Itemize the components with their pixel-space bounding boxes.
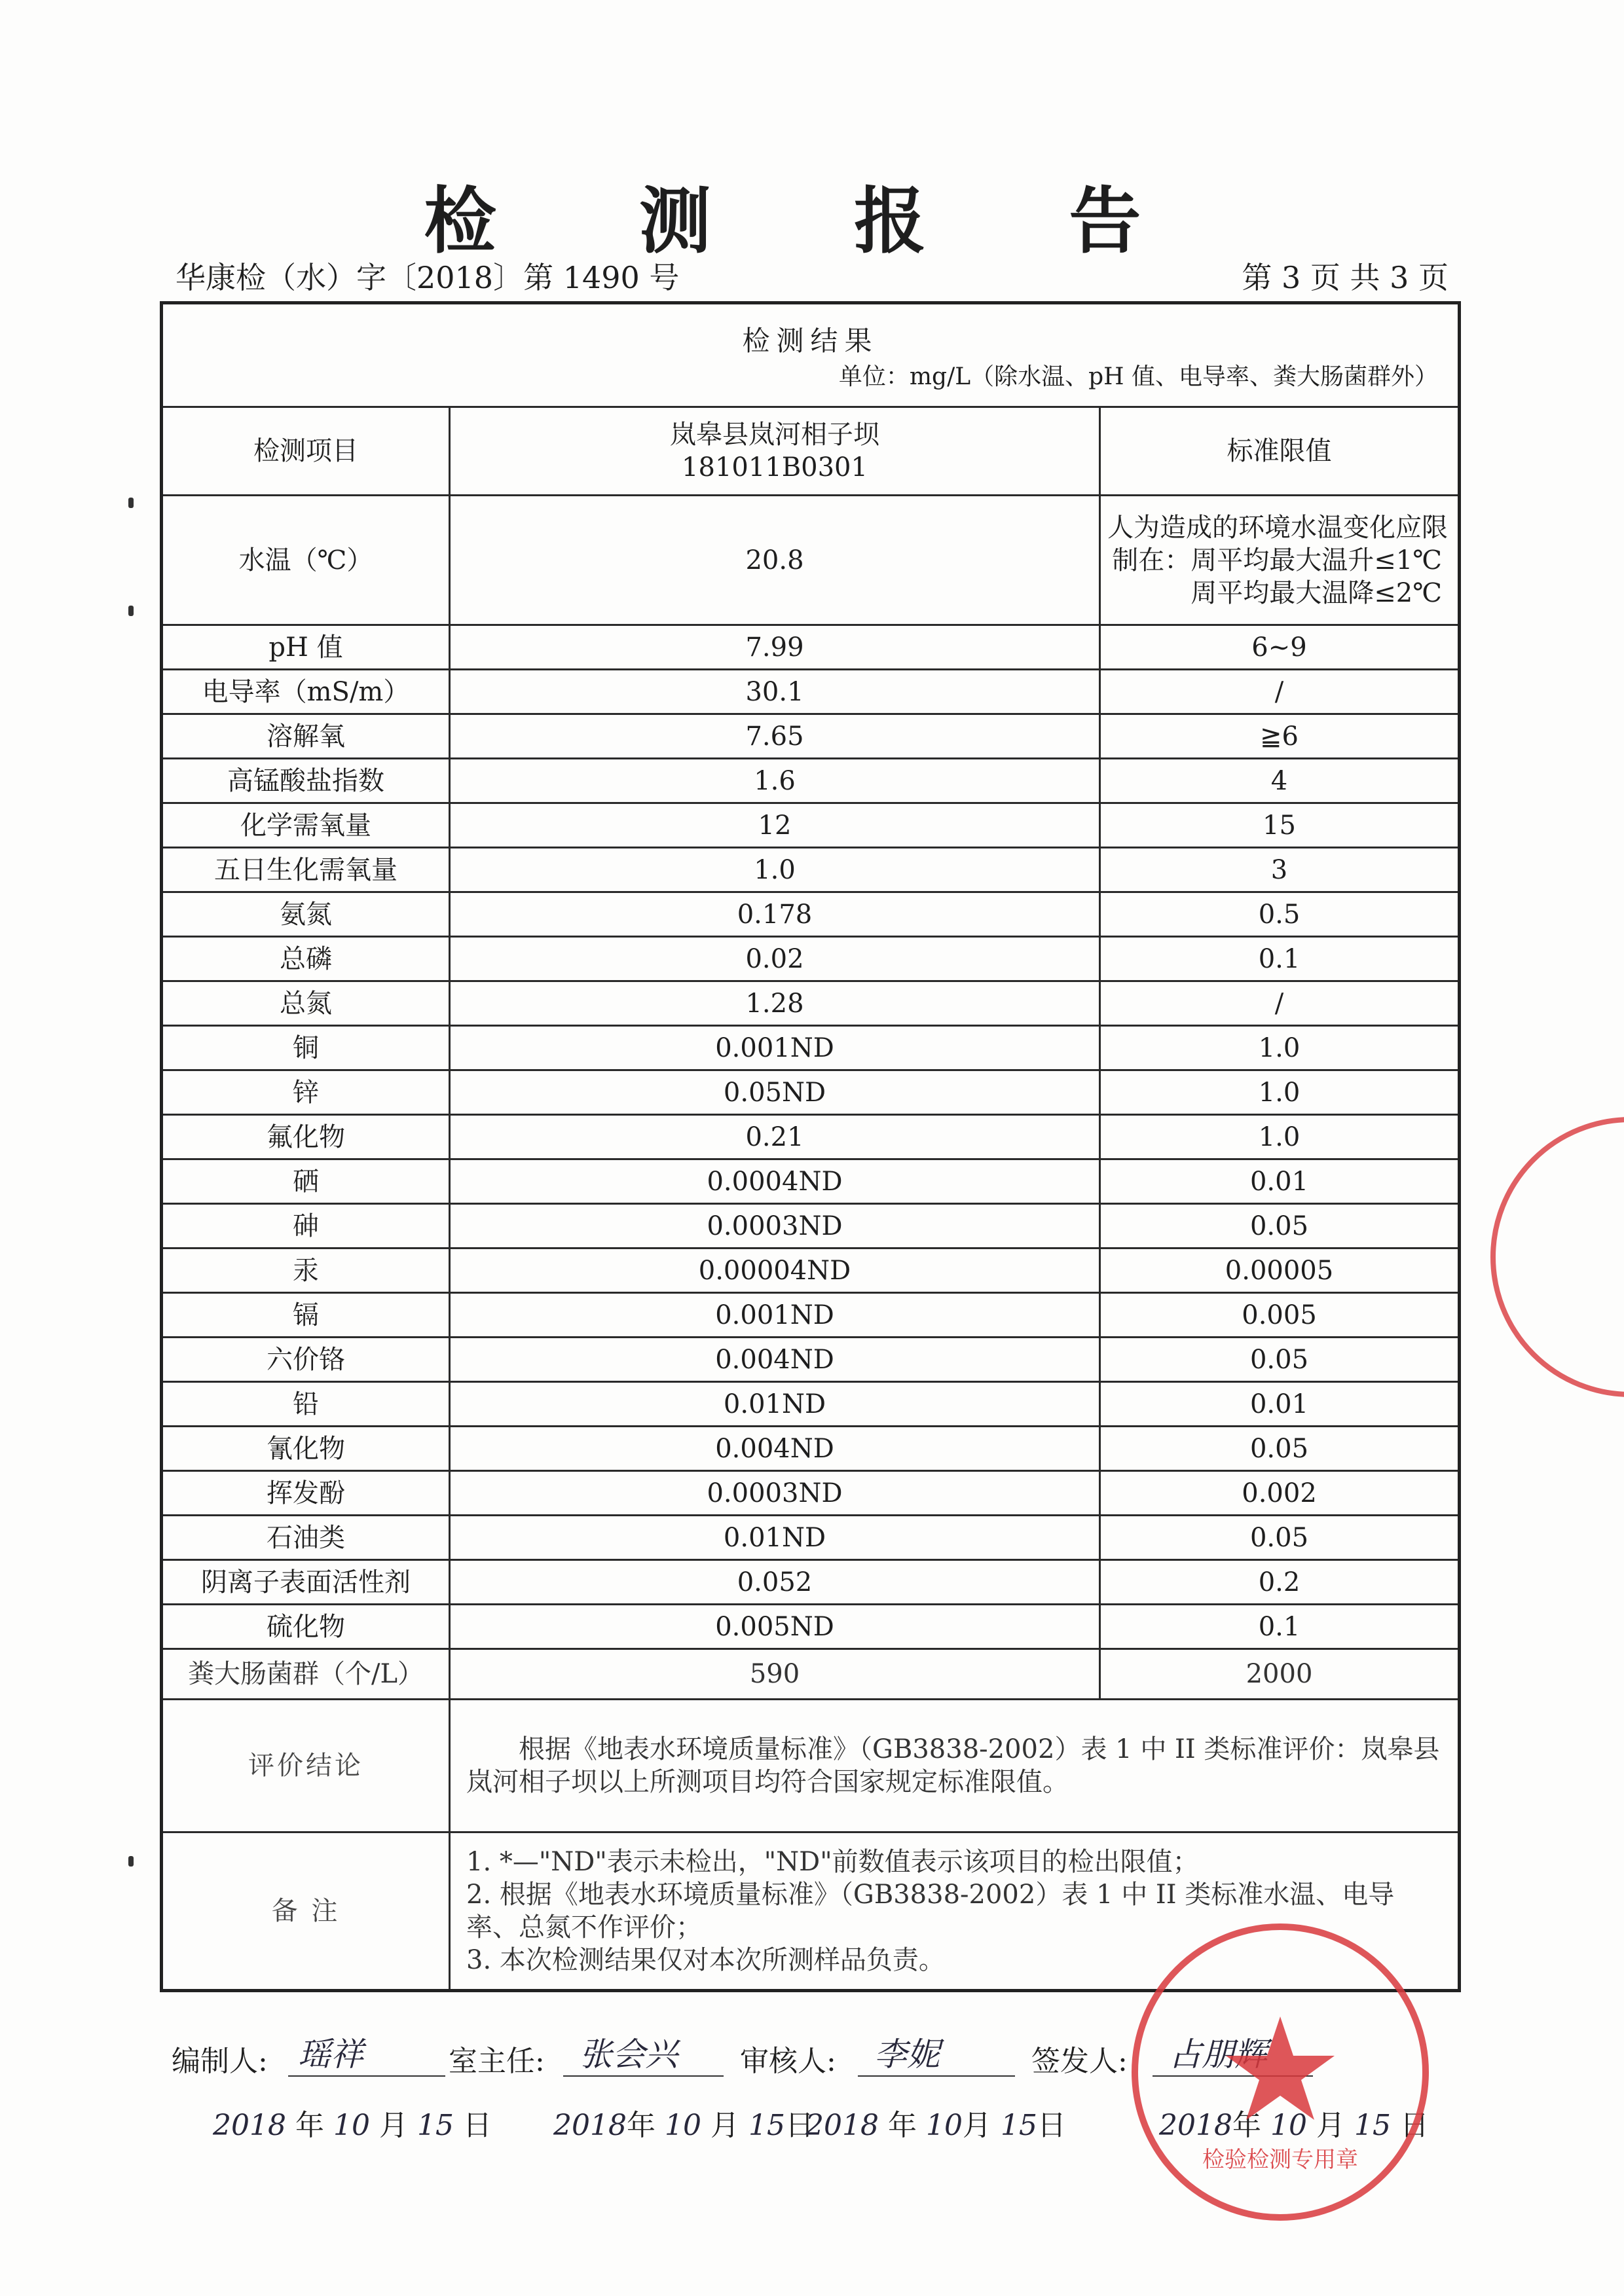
value-cell: 0.05ND bbox=[450, 1070, 1100, 1115]
item-cell: 硒 bbox=[162, 1159, 450, 1204]
item-cell: 挥发酚 bbox=[162, 1471, 450, 1516]
table-row bbox=[162, 1382, 1460, 1427]
table-row bbox=[162, 714, 1460, 759]
value-cell: 1.28 bbox=[450, 981, 1100, 1026]
table-row bbox=[162, 759, 1460, 803]
date-reviewer bbox=[805, 2102, 1066, 2143]
standard-cell: 0.1 bbox=[1100, 1605, 1460, 1649]
table-row bbox=[162, 1605, 1460, 1649]
value-cell: 1.6 bbox=[450, 759, 1100, 803]
standard-cell: 0.005 bbox=[1100, 1293, 1460, 1338]
item-cell: 铜 bbox=[162, 1026, 450, 1070]
date-day-unit: 日 bbox=[1399, 2109, 1429, 2142]
table-row bbox=[162, 1427, 1460, 1471]
table-row bbox=[162, 1159, 1460, 1204]
value-cell: 590 bbox=[450, 1649, 1100, 1700]
standard-cell: 1.0 bbox=[1100, 1115, 1460, 1159]
standard-cell: 4 bbox=[1100, 759, 1460, 803]
date-year: 2018 bbox=[805, 2109, 879, 2142]
section-title: 检测结果 bbox=[742, 325, 879, 357]
value-cell: 30.1 bbox=[450, 670, 1100, 714]
issuer-label: 签发人: bbox=[1031, 2045, 1128, 2078]
value-cell: 0.052 bbox=[450, 1560, 1100, 1605]
item-cell: pH 值 bbox=[162, 625, 450, 670]
item-cell: 水温（℃） bbox=[162, 496, 450, 625]
seal-text: 检验检测专用章 bbox=[1202, 2147, 1358, 2173]
signature-underline bbox=[563, 2075, 724, 2077]
date-year: 2018 bbox=[553, 2109, 627, 2142]
table-row bbox=[162, 1070, 1460, 1115]
table-row bbox=[162, 803, 1460, 848]
signature-underline bbox=[858, 2075, 1015, 2077]
standard-cell: 0.05 bbox=[1100, 1427, 1460, 1471]
value-cell: 7.65 bbox=[450, 714, 1100, 759]
standard-cell: 3 bbox=[1100, 848, 1460, 892]
standard-cell: 0.2 bbox=[1100, 1560, 1460, 1605]
date-month-unit: 月 bbox=[378, 2109, 408, 2142]
item-cell: 砷 bbox=[162, 1204, 450, 1248]
item-cell: 汞 bbox=[162, 1248, 450, 1293]
remark-line: 2. 根据《地表水环境质量标准》（GB3838-2002）表 1 中 II 类标准水温、电导率、总氮不作评价； bbox=[466, 1880, 1395, 1942]
official-seal-stamp bbox=[1126, 1918, 1434, 2226]
table-row bbox=[162, 1471, 1460, 1516]
standard-cell: 0.1 bbox=[1100, 937, 1460, 981]
standard-cell: 0.05 bbox=[1100, 1516, 1460, 1560]
punch-mark bbox=[128, 1856, 134, 1867]
value-cell: 0.004ND bbox=[450, 1427, 1100, 1471]
value-cell: 0.005ND bbox=[450, 1605, 1100, 1649]
compiler-label: 编制人: bbox=[172, 2045, 268, 2078]
document-number: 华康检（水）字〔2018〕第 1490 号 bbox=[175, 260, 680, 295]
conclusion-text: 根据《地表水环境质量标准》（GB3838-2002）表 1 中 II 类标准评价：岚皋县岚河相子坝以上所测项目均符合国家规定标准限值。 bbox=[450, 1700, 1460, 1832]
standard-cell: 0.002 bbox=[1100, 1471, 1460, 1516]
item-cell: 高锰酸盐指数 bbox=[162, 759, 450, 803]
results-table bbox=[160, 301, 1461, 1992]
value-cell: 0.001ND bbox=[450, 1293, 1100, 1338]
date-month: 10 bbox=[664, 2109, 701, 2142]
temperature-standard-line: 制在：周平均最大温升≤1℃ bbox=[1112, 545, 1443, 575]
table-row bbox=[162, 1026, 1460, 1070]
table-row bbox=[162, 848, 1460, 892]
signature-underline bbox=[288, 2075, 445, 2077]
value-cell: 0.00004ND bbox=[450, 1248, 1100, 1293]
standard-cell bbox=[1100, 496, 1460, 625]
column-header-item: 检测项目 bbox=[162, 407, 450, 496]
item-cell: 镉 bbox=[162, 1293, 450, 1338]
value-cell: 0.001ND bbox=[450, 1026, 1100, 1070]
compiler-signature: 瑶祥 bbox=[298, 2035, 363, 2073]
remarks-label: 备 注 bbox=[162, 1832, 450, 1991]
table-row bbox=[162, 1649, 1460, 1700]
standard-cell: ≧6 bbox=[1100, 714, 1460, 759]
temperature-standard-line: 周平均最大温降≤2℃ bbox=[1190, 577, 1443, 608]
item-cell: 硫化物 bbox=[162, 1605, 450, 1649]
table-row bbox=[162, 892, 1460, 937]
date-day: 15 bbox=[416, 2109, 454, 2142]
date-year-unit: 年 bbox=[626, 2109, 655, 2142]
value-cell: 0.0003ND bbox=[450, 1204, 1100, 1248]
date-day-unit: 日 bbox=[462, 2109, 492, 2142]
standard-cell: 6~9 bbox=[1100, 625, 1460, 670]
date-month-unit: 月 bbox=[1316, 2109, 1345, 2142]
item-cell: 溶解氧 bbox=[162, 714, 450, 759]
remark-line: 3. 本次检测结果仅对本次所测样品负责。 bbox=[466, 1945, 945, 1975]
date-month-unit: 月 bbox=[962, 2109, 991, 2142]
punch-mark bbox=[128, 606, 134, 616]
column-header-sample bbox=[450, 407, 1100, 496]
partial-seal-stamp bbox=[1480, 1106, 1624, 1408]
standard-cell: 0.01 bbox=[1100, 1382, 1460, 1427]
standard-cell: 15 bbox=[1100, 803, 1460, 848]
item-cell: 石油类 bbox=[162, 1516, 450, 1560]
table-row bbox=[162, 1248, 1460, 1293]
reviewer-signature: 李妮 bbox=[874, 2035, 940, 2073]
issuer-signature: 占朋辉 bbox=[1169, 2035, 1267, 2073]
standard-cell: 1.0 bbox=[1100, 1070, 1460, 1115]
date-year: 2018 bbox=[213, 2109, 286, 2142]
date-day-unit: 日 bbox=[784, 2109, 814, 2142]
table-row bbox=[162, 1293, 1460, 1338]
standard-cell: 0.05 bbox=[1100, 1204, 1460, 1248]
standard-cell: 0.01 bbox=[1100, 1159, 1460, 1204]
standard-cell: 1.0 bbox=[1100, 1026, 1460, 1070]
reviewer-label: 审核人: bbox=[740, 2045, 836, 2078]
item-cell: 铅 bbox=[162, 1382, 450, 1427]
table-row bbox=[162, 670, 1460, 714]
date-month: 10 bbox=[925, 2109, 963, 2142]
table-row bbox=[162, 1204, 1460, 1248]
item-cell: 总氮 bbox=[162, 981, 450, 1026]
results-header bbox=[162, 303, 1460, 407]
standard-cell: 0.5 bbox=[1100, 892, 1460, 937]
value-cell: 0.01ND bbox=[450, 1382, 1100, 1427]
table-row bbox=[162, 1560, 1460, 1605]
table-row bbox=[162, 1115, 1460, 1159]
results-rows bbox=[162, 625, 1460, 1649]
sample-name: 岚皋县岚河相子坝 bbox=[670, 420, 879, 450]
date-month: 10 bbox=[1270, 2109, 1307, 2142]
value-cell: 12 bbox=[450, 803, 1100, 848]
item-cell: 电导率（mS/m） bbox=[162, 670, 450, 714]
date-day: 15 bbox=[1354, 2109, 1391, 2142]
date-compiler bbox=[213, 2102, 492, 2143]
punch-mark bbox=[128, 498, 134, 508]
value-cell: 0.02 bbox=[450, 937, 1100, 981]
table-row bbox=[162, 625, 1460, 670]
conclusion-row bbox=[162, 1700, 1460, 1832]
temperature-standard-line: 人为造成的环境水温变化应限 bbox=[1107, 512, 1448, 543]
value-cell: 20.8 bbox=[450, 496, 1100, 625]
remark-line: 1. *—"ND"表示未检出，"ND"前数值表示该项目的检出限值； bbox=[466, 1847, 1199, 1877]
item-cell: 总磷 bbox=[162, 937, 450, 981]
date-director bbox=[553, 2102, 814, 2143]
column-header-standard: 标准限值 bbox=[1100, 407, 1460, 496]
date-day: 15 bbox=[748, 2109, 785, 2142]
value-cell: 1.0 bbox=[450, 848, 1100, 892]
table-row bbox=[162, 981, 1460, 1026]
item-cell: 化学需氧量 bbox=[162, 803, 450, 848]
value-cell: 0.178 bbox=[450, 892, 1100, 937]
date-year-unit: 年 bbox=[1232, 2109, 1261, 2142]
date-year-unit: 年 bbox=[295, 2109, 324, 2142]
date-day: 15 bbox=[1000, 2109, 1037, 2142]
standard-cell: / bbox=[1100, 981, 1460, 1026]
standard-cell: 2000 bbox=[1100, 1649, 1460, 1700]
item-cell: 锌 bbox=[162, 1070, 450, 1115]
value-cell: 0.0003ND bbox=[450, 1471, 1100, 1516]
item-cell: 氰化物 bbox=[162, 1427, 450, 1471]
value-cell: 0.0004ND bbox=[450, 1159, 1100, 1204]
value-cell: 0.01ND bbox=[450, 1516, 1100, 1560]
table-row bbox=[162, 1338, 1460, 1382]
page-info: 第 3 页 共 3 页 bbox=[1242, 260, 1449, 295]
standard-cell: 0.00005 bbox=[1100, 1248, 1460, 1293]
item-cell: 氨氮 bbox=[162, 892, 450, 937]
column-header-row bbox=[162, 407, 1460, 496]
conclusion-label: 评价结论 bbox=[162, 1700, 450, 1832]
value-cell: 0.21 bbox=[450, 1115, 1100, 1159]
date-day-unit: 日 bbox=[1037, 2109, 1066, 2142]
table-row bbox=[162, 937, 1460, 981]
director-label: 室主任: bbox=[449, 2045, 545, 2078]
director-signature: 张会兴 bbox=[580, 2035, 678, 2073]
value-cell: 7.99 bbox=[450, 625, 1100, 670]
table-row bbox=[162, 1516, 1460, 1560]
date-year-unit: 年 bbox=[887, 2109, 917, 2142]
item-cell: 阴离子表面活性剂 bbox=[162, 1560, 450, 1605]
date-year: 2018 bbox=[1159, 2109, 1232, 2142]
item-cell: 氟化物 bbox=[162, 1115, 450, 1159]
standard-cell: / bbox=[1100, 670, 1460, 714]
table-row bbox=[162, 496, 1460, 625]
date-month: 10 bbox=[333, 2109, 370, 2142]
standard-cell: 0.05 bbox=[1100, 1338, 1460, 1382]
item-cell: 五日生化需氧量 bbox=[162, 848, 450, 892]
item-cell: 六价铬 bbox=[162, 1338, 450, 1382]
sample-id: 181011B0301 bbox=[682, 452, 868, 483]
value-cell: 0.004ND bbox=[450, 1338, 1100, 1382]
report-title: 检 测 报 告 bbox=[424, 179, 1200, 263]
date-month-unit: 月 bbox=[710, 2109, 739, 2142]
item-cell: 粪大肠菌群（个/L） bbox=[162, 1649, 450, 1700]
unit-note: 单位：mg/L（除水温、pH 值、电导率、粪大肠菌群外） bbox=[838, 363, 1439, 390]
